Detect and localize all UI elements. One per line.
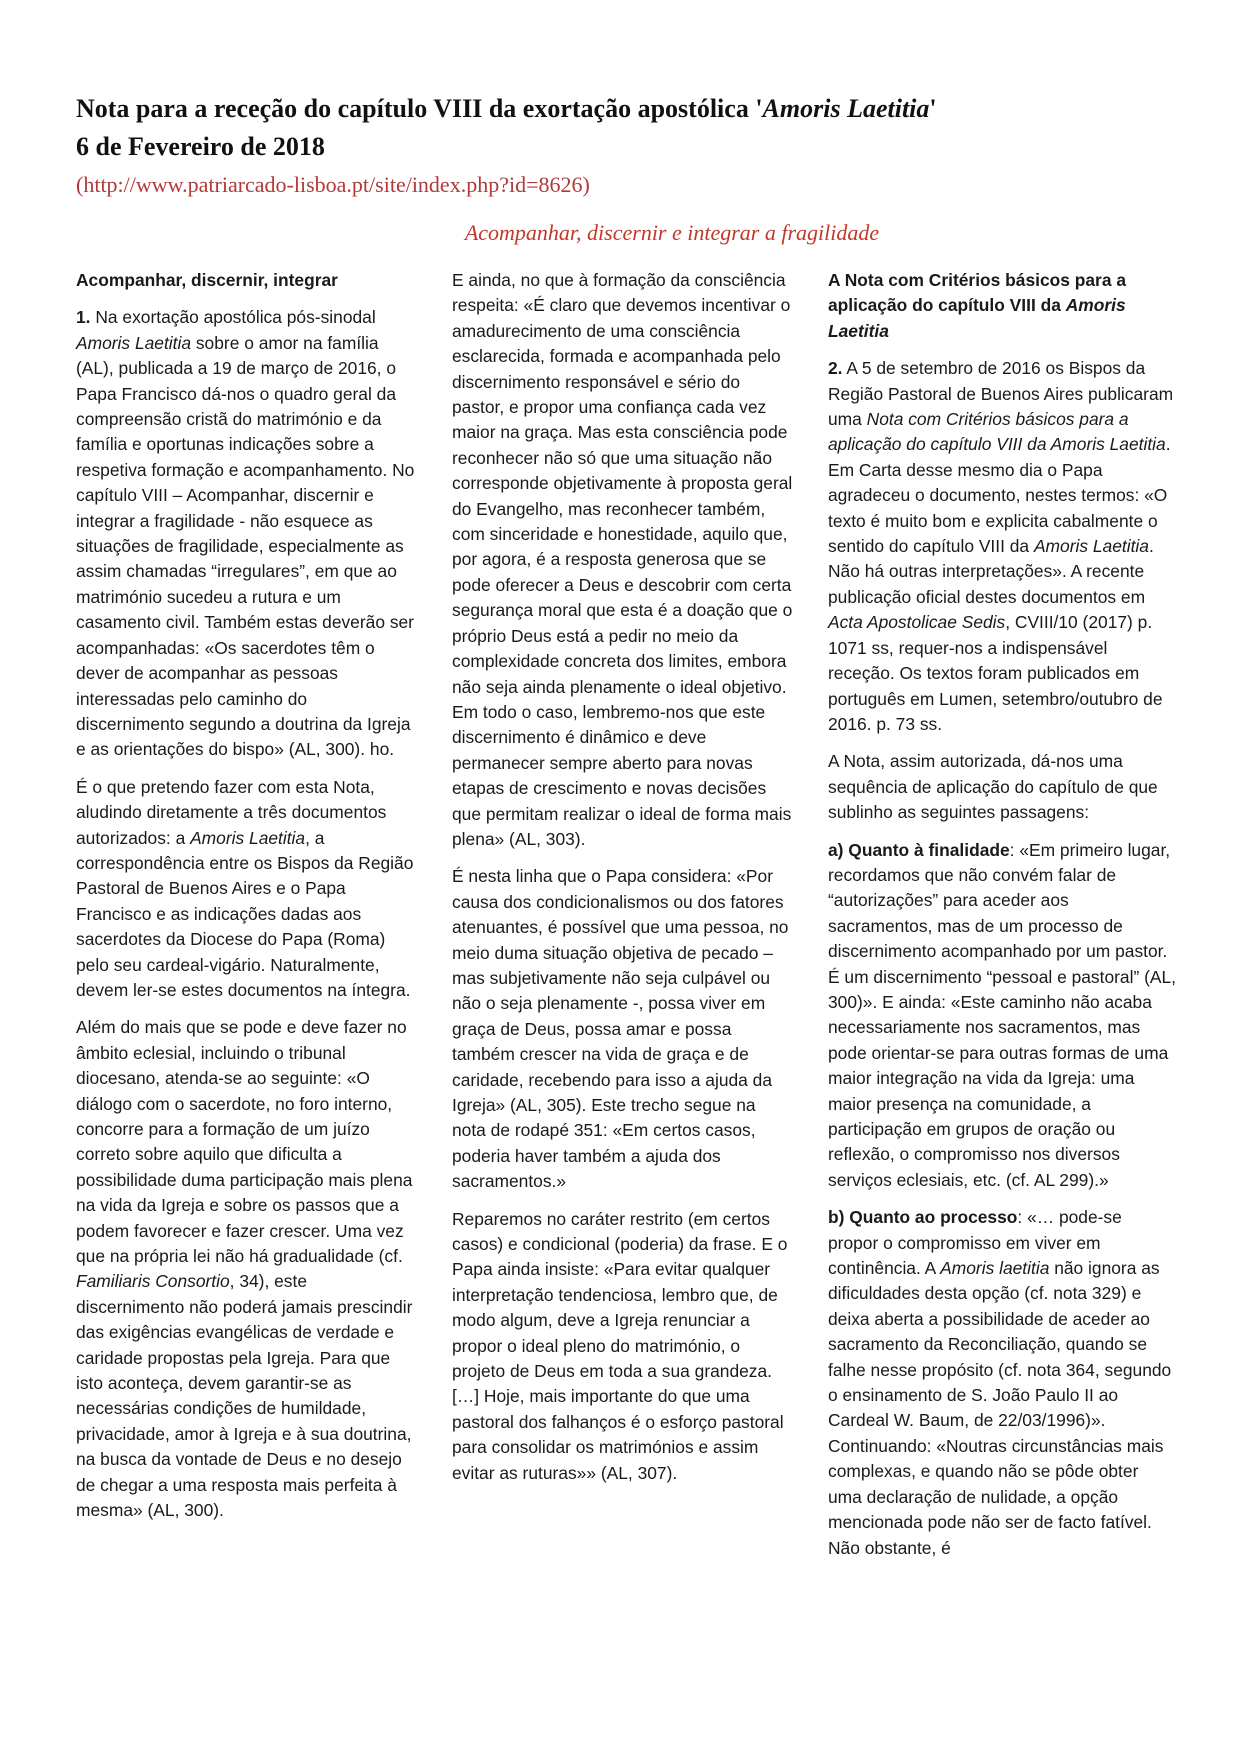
title-italic: Amoris Laetitia — [762, 94, 930, 123]
text: A 5 de setembro de 2016 os Bispos da Região Pastoral de Buenos Aires publicaram uma — [828, 358, 1174, 430]
text: : «Em primeiro lugar, recordamos que não convém falar de “autorizações” para aceder aos sacramentos, mas de um processo de discernimento acompanhado por um pastor. É um discernimento “pessoal e pastoral” (AL, 300)». E ainda: «Este caminho não acaba necessariamente nos sacramentos, mas pode orientar-se para outras formas de uma maior integração na vida da Igreja: uma maior presença na comunidade, a participação em grupos de oração ou reflexão, o compromisso nos diversos serviços eclesiais, etc. (cf. AL 299).» — [828, 839, 1176, 1190]
paragraph-lead: a) Quanto à finalidade — [828, 839, 1010, 860]
text: A Nota com Critérios básicos para a aplicação do capítulo VIII da — [828, 270, 1126, 316]
column-2 — [452, 268, 794, 1498]
paragraph — [76, 1015, 416, 1523]
source-link[interactable]: (http://www.patriarcado-lisboa.pt/site/index.php?id=8626) — [76, 172, 590, 197]
text: . Não há outras interpretações». A recente publicação oficial destes documentos em — [828, 536, 1154, 607]
paragraph: E ainda, no que à formação da consciência respeita: «É claro que devemos incentivar o amadurecimento de uma consciência esclarecida, formada e acompanhada pelo discernimento responsável e sério do pastor, e propor uma confiança cada vez maior na graça. Mas esta consciência pode reconhecer não só que uma situação não corresponde objetivamente à proposta geral do Evangelho, mas reconhecer também, com sinceridade e honestidade, aquilo que, por agora, é a resposta generosa que se pode oferecer a Deus e descobrir com certa segurança moral que esta é a doação que o próprio Deus está a pedir no meio da complexidade concreta dos limites, embora não seja ainda plenamente o ideal objetivo. Em todo o caso, lembremo-nos que este discernimento é dinâmico e deve permanecer sempre aberto para novas etapas de crescimento e novas decisões que permitam realizar o ideal de forma mais plena» (AL, 303). — [452, 270, 793, 849]
italic-text: Amoris Laetitia — [190, 827, 306, 848]
italic-text: Nota com Critérios básicos para a aplicação do capítulo VIII da Amoris Laetitia — [828, 409, 1166, 455]
paragraph-number: 1. — [76, 307, 91, 328]
paragraph-number: 2. — [828, 358, 843, 379]
text: : «… pode-se propor o compromisso em viver em continência. A — [828, 1207, 1122, 1279]
italic-text: Familiaris Consortio — [76, 1271, 230, 1292]
paragraph — [76, 775, 416, 1004]
text: , 34), este discernimento não poderá jamais prescindir das exigências evangélicas de verdade e caridade propostas pela Igreja. Para que isto aconteça, devem garantir-se as necessárias condições de humildade, privacidade, amor à Igreja e à sua doutrina, na busca da vontade de Deus e no desejo de chegar a uma resposta mais perfeita à mesma» (AL, 300). — [76, 1271, 413, 1521]
title-text: Nota para a receção do capítulo VIII da exortação apostólica ' — [76, 94, 763, 123]
paragraph — [828, 356, 1176, 737]
paragraph: É nesta linha que o Papa considera: «Por causa dos condicionalismos ou dos fatores atenuantes, é possível que uma pessoa, no meio duma situação objetiva de pecado – mas subjetivamente não seja culpável ou não o seja plenamente -, possa viver em graça de Deus, possa amar e possa também crescer na vida de graça e de caridade, recebendo para isso a ajuda da Igreja» (AL, 305). Este trecho segue na nota de rodapé 351: «Em certos casos, poderia haver também a ajuda dos sacramentos.» — [452, 866, 789, 1192]
italic-text: Amoris Laetitia — [828, 295, 1126, 341]
italic-text: Amoris Laetitia — [76, 332, 192, 353]
document-subtitle — [0, 220, 1240, 246]
text: . Em Carta desse mesmo dia o Papa agradeceu o documento, nestes termos: «O texto é muito bom e explicita cabalmente o sentido do capítulo VIII da — [828, 434, 1171, 557]
italic-text: Amoris laetitia — [940, 1258, 1050, 1279]
text: Além do mais que se pode e deve fazer no âmbito eclesial, incluindo o tribunal diocesano, atenda-se ao seguinte: «O diálogo com o sacerdote, no foro interno, concorre para a formação de um juízo correto sobre aquilo que dificulta a possibilidade duma participação mais plena na vida da Igreja e sobre os passos que a podem favorecer e fazer crescer. Uma vez que na própria lei não há gradualidade (cf. — [76, 1017, 413, 1267]
paragraph — [828, 1205, 1176, 1561]
paragraph: Reparemos no caráter restrito (em certos casos) e condicional (poderia) da frase. E o Papa ainda insiste: «Para evitar qualquer interpretação tendenciosa, lembro que, de modo algum, deve a Igreja renunciar a propor o ideal pleno do matrimónio, o projeto de Deus em toda a sua grandeza. […] Hoje, mais importante do que uma pastoral dos falhanços é o esforço pastoral para consolidar os matrimónios e assim evitar as ruturas»» (AL, 307). — [452, 1208, 788, 1483]
text: Na exortação apostólica pós-sinodal — [90, 307, 376, 328]
document-date: 6 de Fevereiro de 2018 — [76, 132, 325, 161]
paragraph-lead: b) Quanto ao processo — [828, 1207, 1018, 1228]
text: , CVIII/10 (2017) p. 1071 ss, requer-nos a indispensável receção. Os textos foram publicados em português em Lumen, setembro/outubro de 2016. p. 73 ss. — [828, 612, 1163, 734]
italic-text: Amoris Laetitia — [1033, 536, 1149, 557]
paragraph — [828, 838, 1176, 1194]
paragraph: A Nota, assim autorizada, dá-nos uma sequência de aplicação do capítulo de que sublinho as seguintes passagens: — [828, 751, 1158, 823]
section-heading: Acompanhar, discernir, integrar — [76, 270, 338, 290]
document-title — [76, 90, 1176, 166]
title-suffix: ' — [929, 94, 937, 123]
document-header — [76, 90, 1176, 200]
text: não ignora as dificuldades desta opção (cf. nota 329) e deixa aberta a possibilidade de aceder ao sacramento da Reconciliação, quando se falhe nesse propósito (cf. nota 364, segundo o ensinamento de S. João Paulo II ao Cardeal W. Baum, de 22/03/1996)». Continuando: «Noutras circunstâncias mais complexas, e quando não se pôde obter uma declaração de nulidade, a opção mencionada pode não ser de facto fatível. Não obstante, é — [828, 1258, 1172, 1558]
subtitle-text: Acompanhar, discernir e integrar a fragilidade — [464, 220, 880, 245]
text: , a correspondência entre os Bispos da Região Pastoral de Buenos Aires e o Papa Francisco e as indicações dadas aos sacerdotes da Diocese do Papa (Roma) pelo seu cardeal-vigário. Naturalmente, devem ler-se estes documentos na íntegra. — [76, 827, 414, 1000]
text: É o que pretendo fazer com esta Nota, aludindo diretamente a três documentos autorizados: a — [76, 776, 387, 848]
paragraph — [76, 305, 416, 762]
column-1 — [76, 268, 416, 1536]
column-3 — [828, 268, 1176, 1573]
italic-text: Acta Apostolicae Sedis — [828, 612, 1006, 633]
text: sobre o amor na família (AL), publicada a 19 de março de 2016, o Papa Francisco dá-nos o quadro geral da compreensão cristã do matrimónio e da família e oportunas indicações sobre a respetiva formação e acompanhamento. No capítulo VIII – Acompanhar, discernir e integrar a fragilidade - não esquece as situações de fragilidade, especialmente as assim chamadas “irregulares”, em que ao matrimónio sucedeu a rutura e um casamento civil. Também estas deverão ser acompanhadas: «Os sacerdotes têm o dever de acompanhar as pessoas interessadas pelo caminho do discernimento segundo a doutrina da Igreja e as orientações do bispo» (AL, 300). ho. — [76, 332, 415, 760]
section-heading — [828, 268, 1176, 344]
